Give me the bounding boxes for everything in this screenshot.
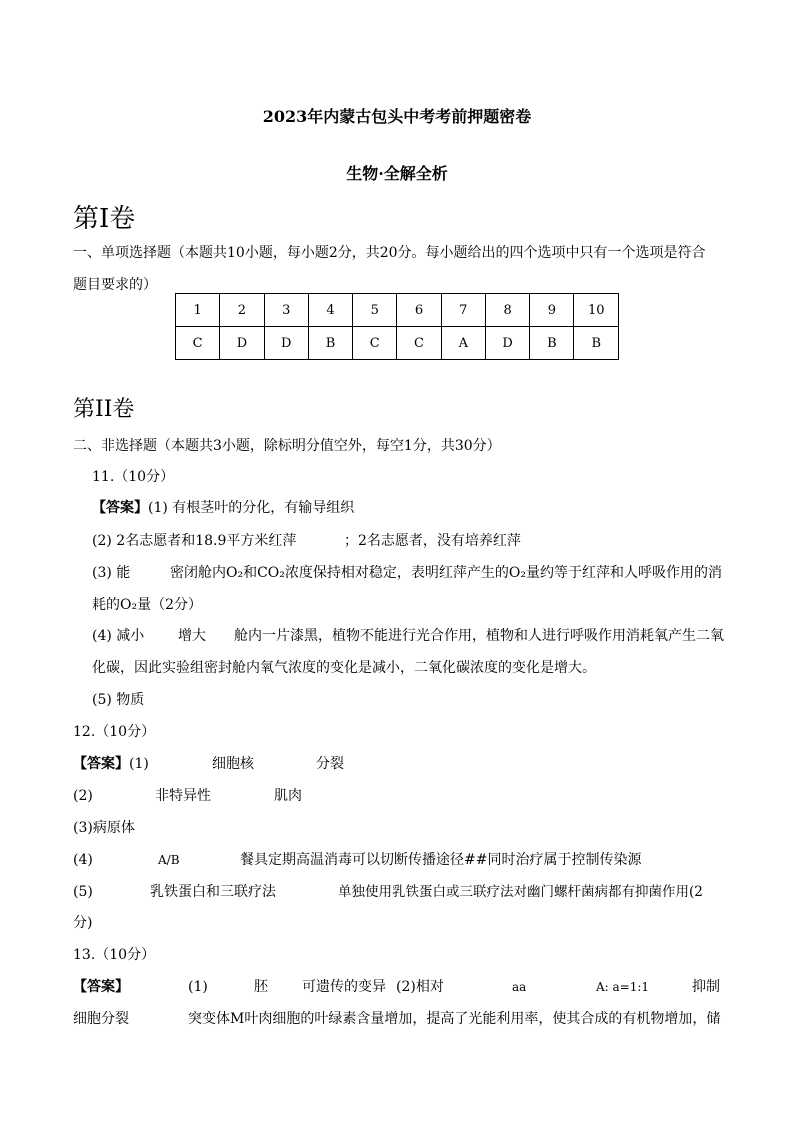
q13-answer-1c: 可遗传的变异 xyxy=(302,979,386,995)
q13-answer-1e: aa xyxy=(512,980,527,994)
q13-answer-1a: (1) xyxy=(188,979,208,995)
answer-cell: C xyxy=(397,327,441,360)
answer-table xyxy=(175,293,619,360)
answer-tag: 【答案】 xyxy=(92,500,148,516)
q13-answer-2a: 细胞分裂 xyxy=(73,1011,129,1027)
q12-answer-2b: 非特异性 xyxy=(155,788,211,804)
q12-answer-2a: (2) xyxy=(73,788,93,804)
answer-cell: D xyxy=(264,327,308,360)
question-number-cell: 6 xyxy=(397,294,441,327)
q11-answer-2b: ；2名志愿者，没有培养红萍 xyxy=(344,533,521,549)
q11-answer-4c: 舱内一片漆黑，植物不能进行光合作用，植物和人进行呼吸作用消耗氧产生二氧 xyxy=(234,628,724,644)
q12-answer-1c: 分裂 xyxy=(316,756,344,772)
answer-table-number-row xyxy=(176,294,619,327)
q11-answer-2a: (2) 2名志愿者和18.9平方米红萍 xyxy=(92,533,297,549)
q13-answer-1f: A: a=1:1 xyxy=(596,980,650,994)
answer-cell: A xyxy=(441,327,485,360)
question-number-cell: 9 xyxy=(530,294,574,327)
q12-answer-4b: A/B xyxy=(158,853,180,867)
document-subtitle: 生物·全解全析 xyxy=(346,164,448,183)
q12-answer-5b: 乳铁蛋白和三联疗法 xyxy=(150,884,276,900)
q12-answer-1a: (1) xyxy=(129,756,149,772)
q13-answer-1g: 抑制 xyxy=(692,979,720,995)
q11-label: 11.（10分） xyxy=(92,469,175,485)
document-title: 2023年内蒙古包头中考考前押题密卷 xyxy=(262,107,532,126)
q12-answer-5a: (5) xyxy=(73,884,93,900)
q12-answer-4a: (4) xyxy=(73,852,93,868)
question-number-cell: 8 xyxy=(485,294,529,327)
answer-cell: B xyxy=(530,327,574,360)
q13-answer-1d: (2)相对 xyxy=(396,979,444,995)
q12-answer-4c: 餐具定期高温消毒可以切断传播途径##同时治疗属于控制传染源 xyxy=(240,852,642,868)
question-number-cell: 5 xyxy=(353,294,397,327)
q11-answer-3c: 耗的O₂量（2分） xyxy=(92,597,202,613)
q11-answer-5: (5) 物质 xyxy=(92,692,145,708)
answer-tag: 【答案】 xyxy=(73,756,129,772)
answer-cell: B xyxy=(574,327,619,360)
q12-answer-1b: 细胞核 xyxy=(212,756,254,772)
q11-answer-1: (1) 有根茎叶的分化，有输导组织 xyxy=(148,500,355,516)
q12-answer-tag xyxy=(73,754,149,774)
q11-answer-4a: (4) 减小 xyxy=(92,628,145,644)
q11-answer-4b: 增大 xyxy=(178,628,206,644)
question-number-cell: 7 xyxy=(441,294,485,327)
part1-heading: 第Ⅰ卷 xyxy=(73,204,136,234)
answer-cell: C xyxy=(353,327,397,360)
q13-label: 13.（10分） xyxy=(73,947,156,963)
answer-cell: C xyxy=(176,327,220,360)
q11-answer-3b: 密闭舱内O₂和CO₂浓度保持相对稳定，表明红萍产生的O₂量约等于红萍和人呼吸作用的消 xyxy=(170,565,722,581)
answer-table-answer-row xyxy=(176,327,619,360)
q13-answer-1b: 胚 xyxy=(254,979,268,995)
part1-instruction-line2: 题目要求的） xyxy=(73,277,157,293)
q11-answer-3a: (3) 能 xyxy=(92,565,131,581)
part2-instruction: 二、非选择题（本题共3小题，除标明分值空外，每空1分，共30分） xyxy=(73,438,501,454)
q11-answer-4d: 化碳，因此实验组密封舱内氧气浓度的变化是减小，二氧化碳浓度的变化是增大。 xyxy=(92,660,596,676)
question-number-cell: 4 xyxy=(308,294,352,327)
answer-cell: D xyxy=(485,327,529,360)
part1-instruction-line1: 一、单项选择题（本题共10小题，每小题2分，共20分。每小题给出的四个选项中只有一个选项是符合 xyxy=(73,245,706,261)
question-number-cell: 1 xyxy=(176,294,220,327)
part2-heading: 第II卷 xyxy=(73,397,135,422)
q13-answer-2b: 突变体M叶肉细胞的叶绿素含量增加，提高了光能利用率，使其合成的有机物增加，储 xyxy=(188,1011,721,1027)
answer-tag: 【答案】 xyxy=(73,979,129,995)
q12-label: 12.（10分） xyxy=(73,724,156,740)
q12-answer-3: (3)病原体 xyxy=(73,820,135,836)
question-number-cell: 2 xyxy=(220,294,264,327)
q12-answer-2c: 肌肉 xyxy=(274,788,302,804)
q11-answer-line1 xyxy=(92,498,354,518)
question-number-cell: 3 xyxy=(264,294,308,327)
q12-answer-5c: 单独使用乳铁蛋白或三联疗法对幽门螺杆菌病都有抑菌作用(2 xyxy=(338,884,703,900)
q12-answer-5d: 分) xyxy=(73,915,93,931)
answer-cell: D xyxy=(220,327,264,360)
answer-cell: B xyxy=(308,327,352,360)
question-number-cell: 10 xyxy=(574,294,619,327)
